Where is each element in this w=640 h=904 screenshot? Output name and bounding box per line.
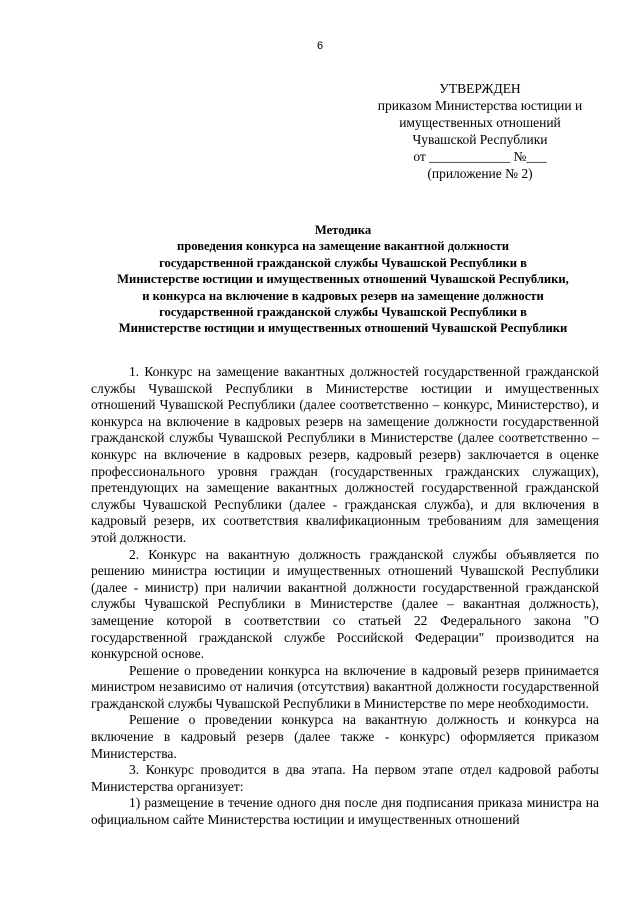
paragraph: Решение о проведении конкурса на включение в кадровый резерв принимается министром независимо от наличия (отсутствия) вакантной должности государственной гражданской службы Чувашской Республики в Министерстве по мере необходимости. [91, 662, 599, 711]
title-line: государственной гражданской службы Чувашской Республики в [159, 255, 527, 270]
paragraph: 1) размещение в течение одного дня после дня подписания приказа министра на официальном сайте Министерства юстиции и имущественных отношений [91, 795, 599, 828]
approval-line: имущественных отношений [399, 115, 561, 130]
approval-line: Чувашской Республики [412, 132, 548, 147]
paragraph: Решение о проведении конкурса на вакантную должность и конкурса на включение в кадровый резерв (далее также - конкурс) оформляется приказом Министерства. [91, 712, 599, 761]
approval-line: УТВЕРЖДЕН [439, 81, 521, 96]
paragraph: 1. Конкурс на замещение вакантных должностей государственной гражданской службы Чувашской Республики в Министерстве юстиции и имущественных отношений Чувашской Республики (далее соответственно – конкурс, Министерство), и конкурса на включение в кадровых резерв на замещение должности государственной гражданской службы Чувашской Республики в Министерстве (далее соответственно – конкурс на включение в кадровых резерв, кадровый резерв) заключается в оценке профессионального уровня граждан (государственных гражданских служащих), претендующих на замещение вакантных должностей государственной гражданской службы Чувашской Республики (далее - гражданская служба), и для включения в кадровый резерв, их соответствия квалификационным требованиям для замещения этой должности. [91, 364, 599, 545]
title-line: Министерстве юстиции и имущественных отношений Чувашской Республики [118, 321, 568, 336]
document-body [91, 364, 599, 829]
paragraph: 2. Конкурс на вакантную должность гражданской службы объявляется по решению министра юстиции и имущественных отношений Чувашской Республики (далее - министр) при наличии вакантной должности государственной гражданской службы Чувашской Республики в Министерстве (далее – вакантная должность), замещение которой в соответствии со статьей 22 Федерального закона "О государственной гражданской службе Российской Федерации" производится на конкурсной основе. [91, 546, 599, 662]
approval-line: приказом Министерства юстиции и [377, 98, 583, 113]
page-number: 6 [316, 40, 324, 52]
approval-stamp [360, 80, 600, 182]
title-line: Министерстве юстиции и имущественных отношений Чувашской Республики, [117, 272, 569, 287]
title-line: Методика [314, 223, 372, 237]
paragraph: 3. Конкурс проводится в два этапа. На первом этапе отдел кадровой работы Министерства организует: [91, 762, 599, 794]
title-line: проведения конкурса на замещение вакантной должности [177, 239, 509, 254]
title-line: и конкурса на включение в кадровых резерв на замещение должности [142, 288, 544, 303]
title-line: государственной гражданской службы Чувашской Республики в [159, 305, 527, 320]
approval-line: (приложение № 2) [427, 166, 533, 181]
approval-line: от ____________ №___ [413, 149, 547, 164]
document-title [80, 222, 606, 337]
